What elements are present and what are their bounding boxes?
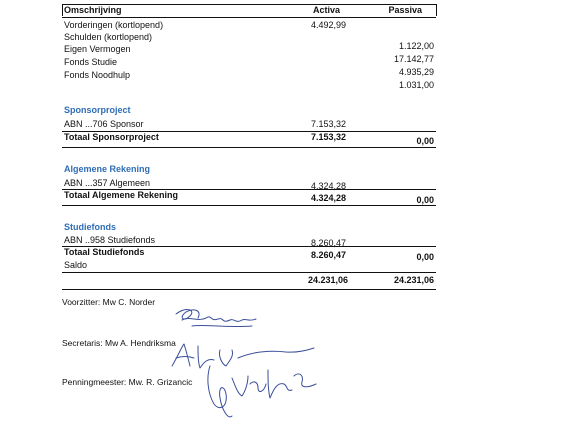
grand-total-bottom-border — [62, 289, 436, 290]
section-title-algemene-rekening — [62, 163, 436, 176]
header-divider — [62, 17, 436, 18]
row-activa: 4.492,99 — [310, 20, 346, 30]
signature-label-voorzitter: Voorzitter: Mw C. Norder — [62, 297, 156, 307]
table-row — [62, 69, 436, 90]
account-description: ABN ...357 Algemeen — [64, 178, 151, 188]
grand-total-activa: 24.231,06 — [307, 275, 348, 285]
total-passiva: 0,00 — [416, 252, 434, 262]
grand-total-row — [62, 274, 436, 287]
row-description: Eigen Vermogen — [64, 44, 131, 54]
row-passiva: 1.031,00 — [398, 80, 434, 90]
signature-label-penningmeester: Penningmeester: Mw. R. Grizancic — [62, 377, 193, 387]
account-description: ABN ..958 Studiefonds — [64, 235, 156, 245]
account-description: ABN ...706 Sponsor — [64, 119, 144, 129]
account-activa: 8.260,47 — [310, 238, 346, 248]
row-passiva: 4.935,29 — [398, 67, 434, 77]
total-passiva: 0,00 — [416, 195, 434, 205]
total-row — [62, 246, 436, 262]
total-activa: 4.324,28 — [310, 193, 346, 203]
table-right-border — [436, 4, 437, 16]
section-title: Sponsorproject — [64, 105, 131, 115]
total-description: Totaal Studiefonds — [64, 247, 145, 257]
header-activa: Activa — [312, 5, 340, 15]
total-row — [62, 189, 436, 205]
table-header — [62, 4, 436, 17]
account-row — [62, 118, 436, 131]
total-passiva: 0,00 — [416, 136, 434, 146]
section-title-sponsorproject — [62, 104, 436, 117]
section-title: Studiefonds — [64, 222, 116, 232]
signature-label-secretaris: Secretaris: Mw A. Hendriksma — [62, 338, 176, 348]
account-activa: 7.153,32 — [310, 119, 346, 129]
section-bottom-border — [62, 147, 436, 148]
section-bottom-border — [62, 205, 436, 206]
total-description: Totaal Sponsorproject — [64, 132, 159, 142]
row-description: Fonds Noodhulp — [64, 70, 131, 80]
saldo-row — [62, 259, 436, 272]
header-passiva: Passiva — [388, 5, 422, 15]
row-description: Schulden (kortlopend) — [64, 32, 153, 42]
account-activa: 4.324,28 — [310, 181, 346, 191]
row-passiva: 17.142,77 — [393, 54, 434, 64]
header-description: Omschrijving — [64, 5, 122, 15]
total-activa: 8.260,47 — [310, 250, 346, 260]
saldo-label: Saldo — [64, 260, 88, 270]
row-description: Vorderingen (kortlopend) — [64, 20, 164, 30]
section-title-studiefonds — [62, 221, 436, 234]
total-row — [62, 131, 436, 144]
signature-penningmeester-icon — [202, 354, 322, 424]
row-passiva: 1.122,00 — [398, 41, 434, 51]
total-description: Totaal Algemene Rekening — [64, 190, 179, 200]
row-description: Fonds Studie — [64, 57, 118, 67]
section-title: Algemene Rekening — [64, 164, 151, 174]
grand-total-top-border — [62, 272, 436, 273]
grand-total-passiva: 24.231,06 — [393, 275, 434, 285]
total-activa: 7.153,32 — [310, 132, 346, 142]
signature-voorzitter-icon — [172, 300, 262, 334]
